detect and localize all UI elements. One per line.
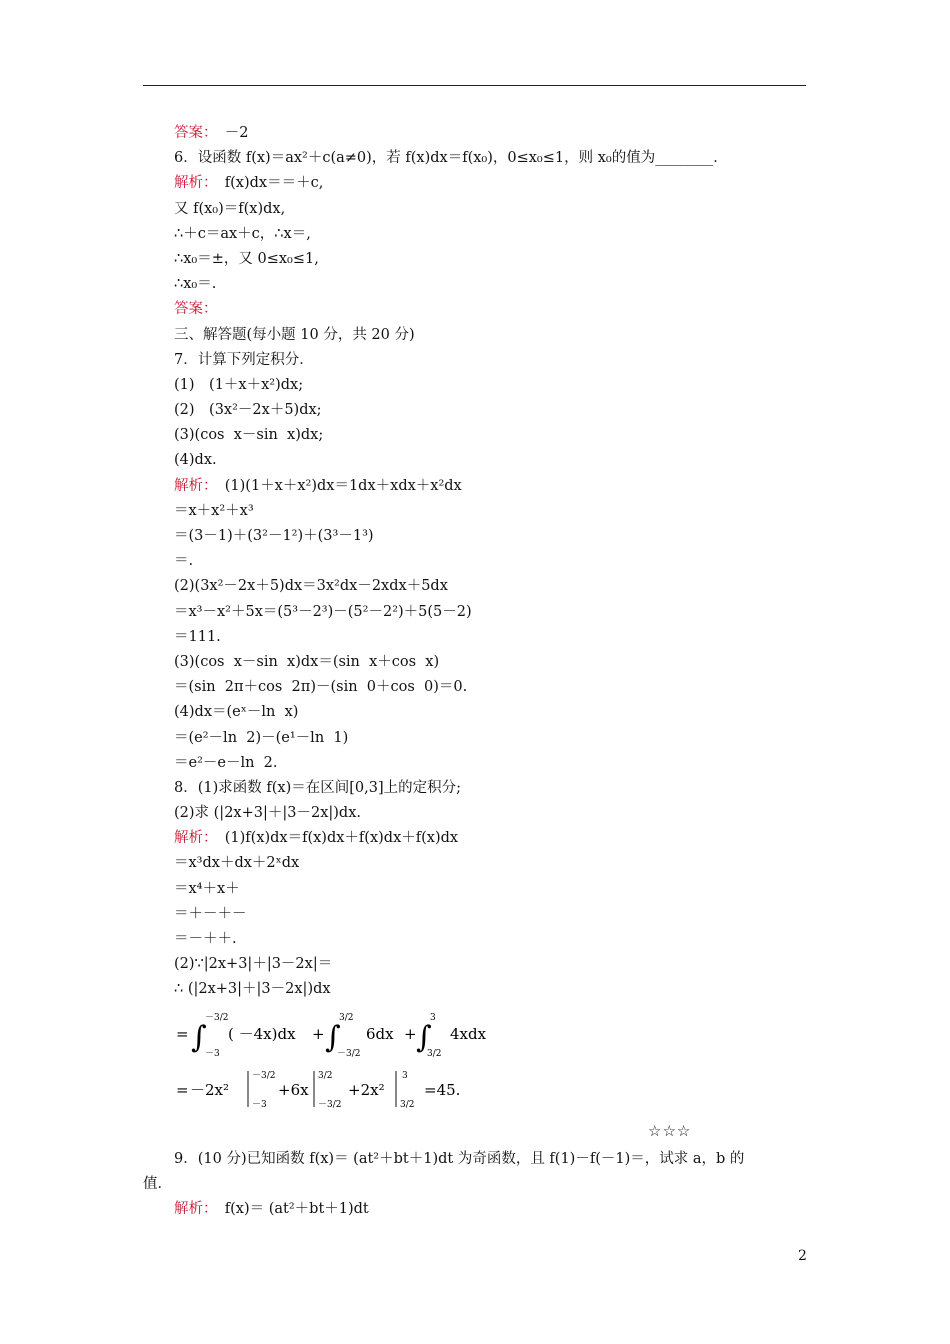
question-7: 7．计算下列定积分． — [174, 351, 314, 368]
integrand-2: 6dx — [366, 1025, 394, 1043]
text-line: (3)(cos x－sin x)dx; — [174, 427, 324, 444]
limit-lower: －3/2 — [318, 1100, 342, 1110]
answer-line: 答案： －2 — [174, 125, 249, 141]
page-number: 2 — [798, 1248, 807, 1264]
answer-line: 答案： — [174, 301, 218, 318]
integral-sign-3: ∫ — [416, 1020, 432, 1055]
limit-upper: 3 — [402, 1071, 408, 1081]
star-divider: ☆☆☆ — [648, 1122, 692, 1140]
question-9-line: 9．(10 分)已知函数 f(x)＝ (at²＋bt＋1)dt 为奇函数，且 f(1)－f(－1)＝，试求 a，b 的 — [174, 1151, 745, 1167]
antiderivative-3: +2x² — [348, 1081, 385, 1099]
text-line: (2)求 (|2x+3|＋|3－2x|)dx. — [174, 805, 361, 822]
analysis-line: 解析： f(x)＝ (at²＋bt＋1)dt — [174, 1201, 369, 1218]
text-line: ＝(sin 2π＋cos 2π)－(sin 0＋cos 0)＝0. — [174, 679, 468, 696]
question-6: 6．设函数 f(x)＝ax²＋c(a≠0)，若 f(x)dx＝f(x₀)，0≤x₀≤1，则 x₀的值为________． — [174, 150, 728, 167]
equals-sign: = — [176, 1025, 189, 1043]
text-line: ＝(3－1)＋(3²－1²)＋(3³－1³) — [174, 528, 374, 544]
analysis-line: 解析： (1)f(x)dx＝f(x)dx＋f(x)dx＋f(x)dx — [174, 830, 459, 847]
text-line: (2)(3x²－2x＋5)dx＝3x²dx－2xdx＋5dx — [174, 578, 448, 595]
text-line: ＝x³－x²＋5x＝(5³－2³)－(5²－2²)＋5(5－2) — [174, 603, 472, 620]
analysis-line: 解析： f(x)dx＝＝＋c, — [174, 175, 324, 192]
header-rule — [143, 85, 806, 86]
text-line: (2)∵|2x+3|＋|3－2x|＝ — [174, 956, 333, 973]
integral-sign-1: ∫ — [191, 1020, 207, 1055]
antiderivative-1: －2x² — [190, 1081, 230, 1099]
section-heading: 三、解答题(每小题 10 分，共 20 分) — [174, 326, 415, 343]
text-line: (3)(cos x－sin x)dx＝(sin x＋cos x) — [174, 653, 440, 670]
text-line: ∴x₀＝. — [174, 276, 217, 293]
limit-upper: －3/2 — [205, 1013, 229, 1023]
text-line: ∴ (|2x+3|＋|3－2x|)dx — [174, 981, 331, 998]
limit-upper: －3/2 — [252, 1071, 276, 1081]
text-line: ＝x＋x²＋x³ — [174, 502, 254, 519]
integral-sign-2: ∫ — [325, 1020, 341, 1055]
text-line: ＝(e²－ln 2)－(e¹－ln 1) — [174, 729, 349, 746]
limit-lower: －3 — [252, 1100, 267, 1110]
equals-sign: = — [176, 1081, 189, 1099]
integrand-3: 4xdx — [450, 1025, 487, 1043]
limit-lower: 3/2 — [400, 1100, 415, 1110]
analysis-line: 解析： (1)(1＋x＋x²)dx＝1dx＋xdx＋x²dx — [174, 477, 462, 494]
antiderivative-2: +6x — [278, 1081, 309, 1099]
final-result: =45. — [424, 1081, 461, 1099]
evaluation-expression — [176, 1065, 496, 1117]
plus-sign: + — [312, 1025, 325, 1043]
limit-upper: 3/2 — [339, 1013, 354, 1023]
text-line: ＝x³dx＋dx＋2ˣdx — [174, 855, 300, 872]
text-line: 又 f(x₀)＝f(x)dx, — [174, 200, 286, 217]
text-line: ＝. — [174, 553, 194, 570]
text-line: ＝111. — [174, 628, 221, 645]
question-9-line: 值． — [143, 1176, 172, 1193]
integrand-1: ( －4x)dx — [228, 1025, 296, 1043]
question-9 — [143, 1147, 814, 1223]
limit-lower: －3 — [205, 1049, 220, 1059]
document-body — [174, 121, 814, 1003]
text-line: ＝＋－＋－ — [174, 905, 247, 922]
text-line: ∴x₀＝±，又 0≤x₀≤1, — [174, 250, 319, 267]
text-line: (4)dx. — [174, 452, 217, 469]
text-line: (4)dx＝(eˣ－ln x) — [174, 704, 299, 721]
limit-lower: 3/2 — [427, 1049, 442, 1059]
text-line: (1) (1＋x＋x²)dx; — [174, 376, 304, 393]
text-line: ＝－＋＋. — [174, 931, 237, 947]
text-line: ＝e²－e－ln 2. — [174, 754, 278, 771]
text-line: ∴＋c＝ax＋c，∴x＝, — [174, 225, 311, 242]
limit-upper: 3 — [430, 1013, 436, 1023]
integral-expression — [176, 1008, 496, 1060]
question-8: 8．(1)求函数 f(x)＝在区间[0,3]上的定积分; — [174, 779, 461, 796]
text-line: ＝x⁴＋x＋ — [174, 880, 240, 897]
limit-upper: 3/2 — [318, 1071, 333, 1081]
limit-lower: －3/2 — [337, 1049, 361, 1059]
plus-sign: + — [404, 1025, 417, 1043]
text-line: (2) (3x²－2x＋5)dx; — [174, 402, 322, 419]
